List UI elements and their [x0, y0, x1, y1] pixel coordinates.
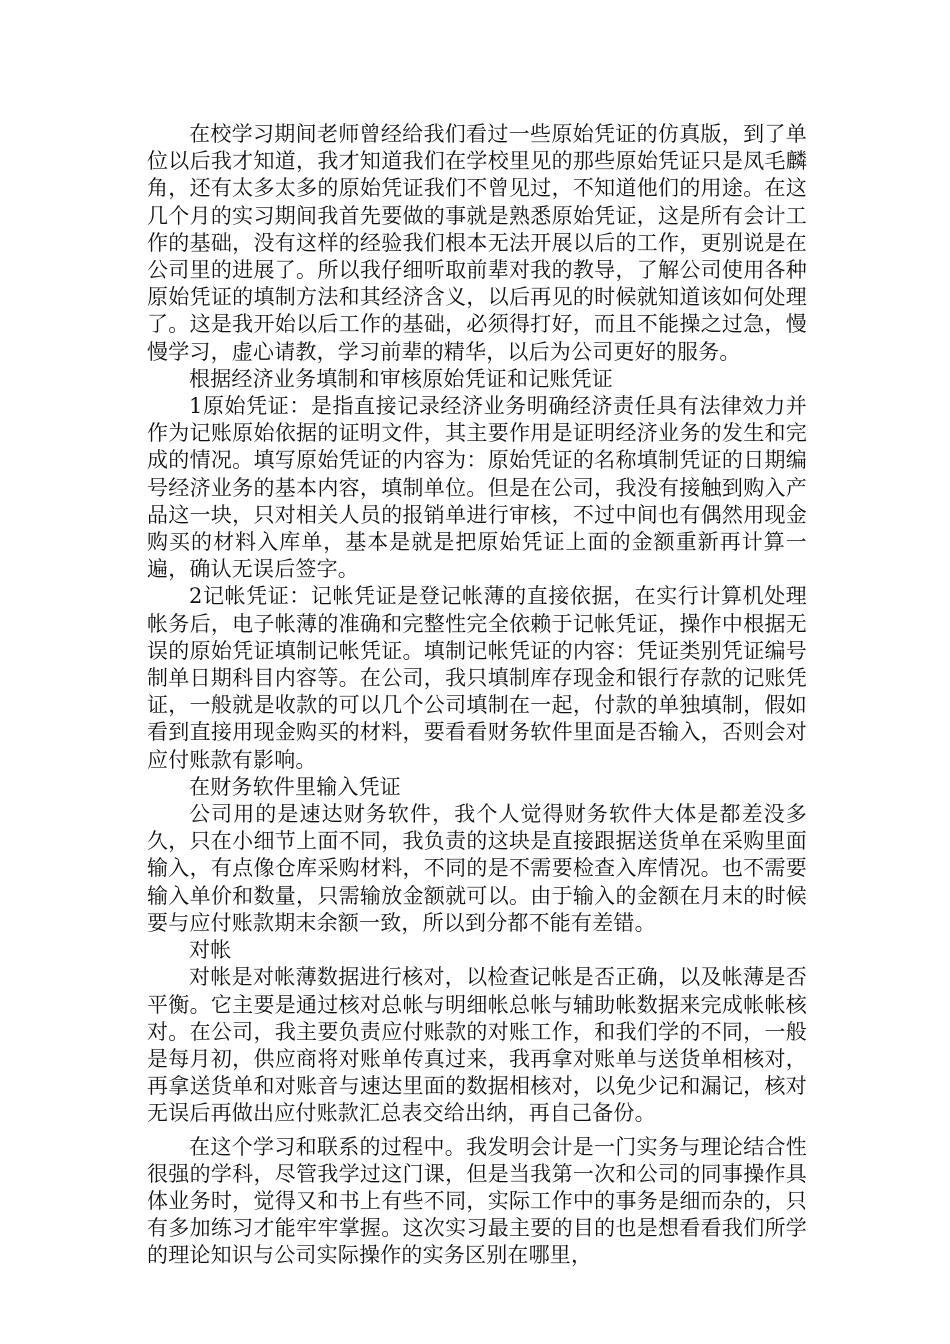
document-body	[147, 121, 807, 1270]
section-heading-reconciliation: 对帐	[189, 938, 232, 963]
paragraph-learning-reflection: 在这个学习和联系的过程中。我发明会计是一门实务与理论结合性很强的学科，尽管我学过这门课，但是当我第一次和公司的同事操作具体业务时，觉得又和书上有些不同，实际工作中的事务是细而杂的，只有多加练习才能牢牢掌握。这次实习最主要的目的也是想看看我们所学的理论知识与公司实际操作的实务区别在哪里，	[147, 1134, 807, 1268]
paragraph-original-voucher-definition: 1原始凭证：是指直接记录经济业务明确经济责任具有法律效力并作为记账原始依据的证明文件，其主要作用是证明经济业务的发生和完成的情况。填写原始凭证的内容为：原始凭证的名称填制凭证的日期编号经济业务的基本内容，填制单位。但是在公司，我没有接触到购入产品这一块，只对相关人员的报销单进行审核，不过中间也有偶然用现金购买的材料入库单，基本是就是把原始凭证上面的金额重新再计算一遍，确认无误后签字。	[147, 394, 807, 582]
paragraph-reconciliation: 对帐是对帐薄数据进行核对，以检查记帐是否正确，以及帐薄是否平衡。它主要是通过核对总帐与明细帐总帐与辅助帐数据来完成帐帐核对。在公司，我主要负责应付账款的对账工作，和我们学的不同，一般是每月初，供应商将对账单传真过来，我再拿对账单与送货单相核对，再拿送货单和对账音与速达里面的数据相核对，以免少记和漏记，核对无误后再做出应付账款汇总表交给出纳，再自己备份。	[147, 965, 807, 1126]
section-heading-enter-vouchers-in-software: 在财务软件里输入凭证	[189, 774, 401, 799]
paragraph-original-vouchers-intro: 在校学习期间老师曾经给我们看过一些原始凭证的仿真版，到了单位以后我才知道，我才知道我们在学校里见的那些原始凭证只是凤毛麟角，还有太多太多的原始凭证我们不曾见过，不知道他们的用途。在这几个月的实习期间我首先要做的事就是熟悉原始凭证，这是所有会计工作的基础，没有这样的经验我们根本无法开展以后的工作，更别说是在公司里的进展了。所以我仔细听取前辈对我的教导，了解公司使用各种原始凭证的填制方法和其经济含义，以后再见的时候就知道该如何处理了。这是我开始以后工作的基础，必须得打好，而且不能操之过急，慢慢学习，虚心请教，学习前辈的精华，以后为公司更好的服务。	[147, 122, 807, 364]
section-heading-fill-and-review-vouchers: 根据经济业务填制和审核原始凭证和记账凭证	[189, 366, 613, 391]
paragraph-accounting-voucher-definition: 2记帐凭证：记帐凭证是登记帐薄的直接依据，在实行计算机处理帐务后，电子帐薄的准确和完整性完全依赖于记帐凭证，操作中根据无误的原始凭证填制记帐凭证。填制记帐凭证的内容：凭证类别凭证编号制单日期科目内容等。在公司，我只填制库存现金和银行存款的记账凭证，一般就是收款的可以几个公司填制在一起，付款的单独填制，假如看到直接用现金购买的材料，要看看财务软件里面是否输入，否则会对应付账款有影响。	[147, 584, 807, 772]
paragraph-finance-software: 公司用的是速达财务软件，我个人觉得财务软件大体是都差没多久，只在小细节上面不同，我负责的这块是直接跟据送货单在采购里面输入，有点像仓库采购材料，不同的是不需要检查入库情况。也不需要输入单价和数量，只需输放金额就可以。由于输入的金额在月末的时候要与应付账款期末余额一致，所以到分都不能有差错。	[147, 802, 807, 935]
